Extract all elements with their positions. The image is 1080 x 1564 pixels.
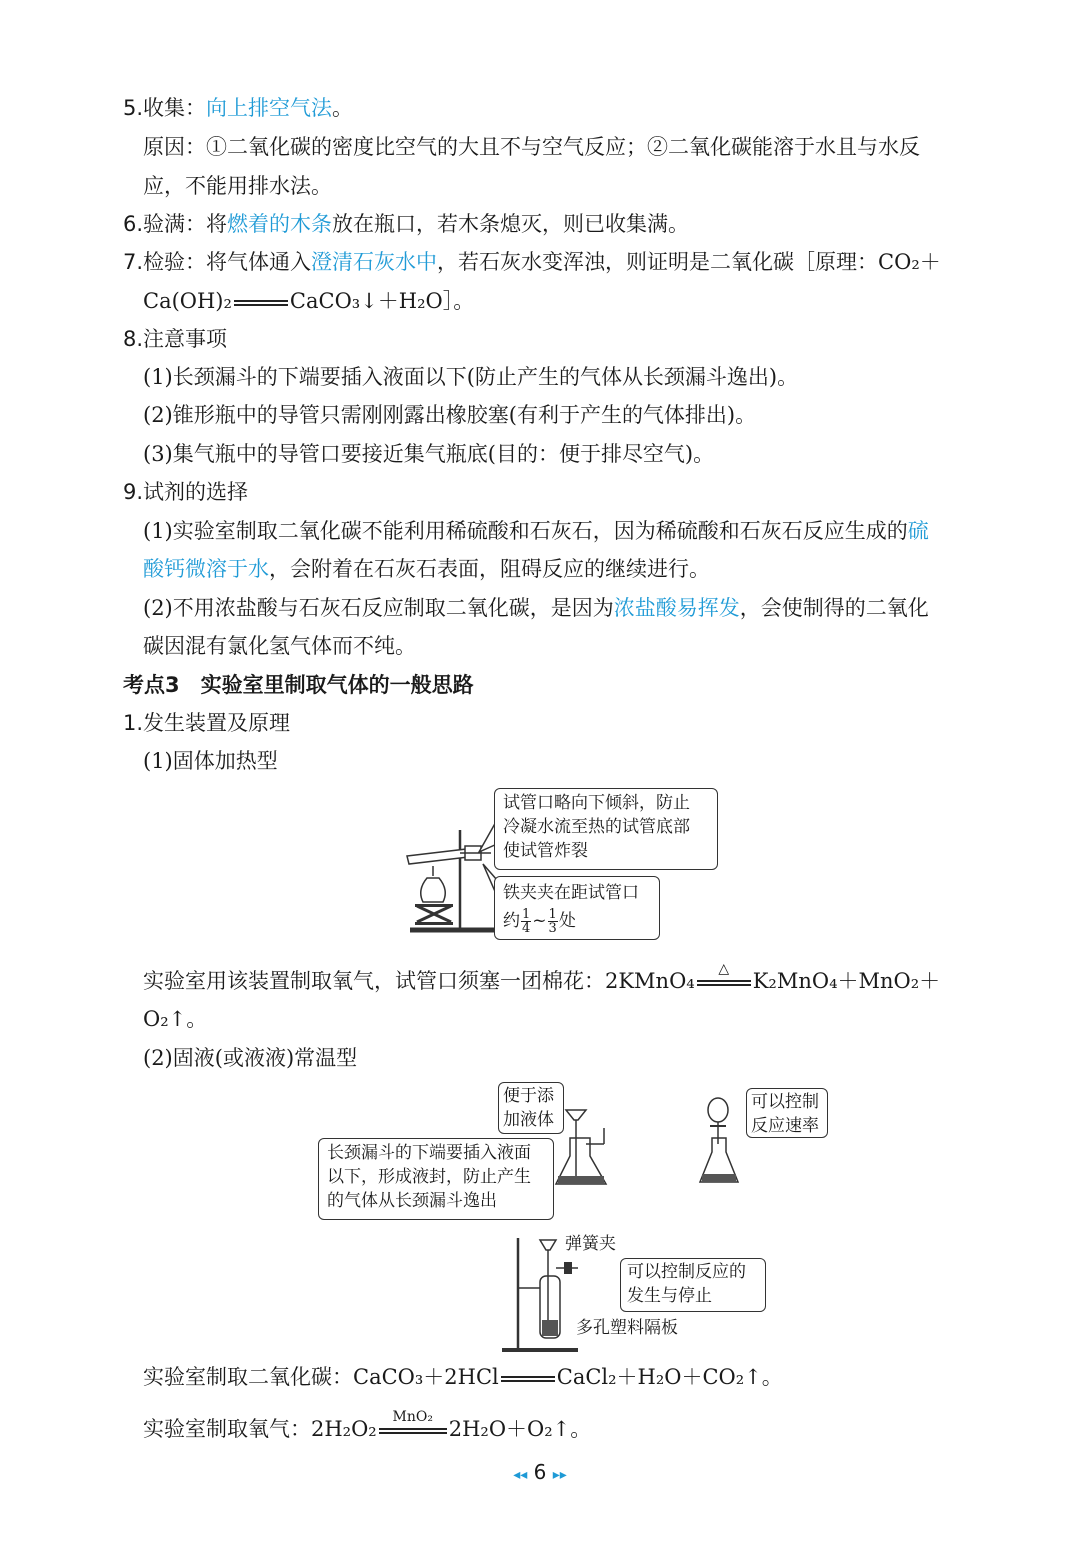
s6-line <box>123 209 689 239</box>
s9-i2-b: ，会使制得的二氧化 <box>739 596 929 620</box>
label-spring-clip: 弹簧夹 <box>565 1234 616 1254</box>
callout-line: 以下，形成液封，防止产生 <box>327 1167 531 1187</box>
s9-i2-hl: 浓盐酸易挥发 <box>613 596 740 620</box>
callout-line: 加液体 <box>503 1110 554 1130</box>
s8-title: 8.注意事项 <box>123 327 228 351</box>
s9-item1-line1 <box>143 516 929 546</box>
s5-label: 5.收集： <box>123 96 207 120</box>
s7-label: 7.检验：将气体通入 <box>123 250 312 274</box>
kp3-type1: (1)固体加热型 <box>143 749 278 773</box>
callout-line: 铁夹夹在距试管口 <box>503 883 639 903</box>
callout-line: 冷凝水流至热的试管底部 <box>503 817 690 837</box>
s9-i1-b: ，会附着在石灰石表面，阻碍反应的继续进行。 <box>269 557 710 581</box>
heat-condition: △ <box>718 961 730 977</box>
page-footer <box>0 1460 1080 1484</box>
h2o2-right: 2H₂O＋O₂↑。 <box>448 1417 592 1441</box>
equals-sign <box>499 1362 557 1392</box>
callout-line: 发生与停止 <box>627 1286 712 1306</box>
s7-answer: 澄清石灰水中 <box>311 250 438 274</box>
label-porous-plate: 多孔塑料隔板 <box>576 1318 678 1338</box>
co2-right: CaCl₂＋H₂O＋CO₂↑。 <box>556 1365 783 1389</box>
callout-line: 长颈漏斗的下端要插入液面 <box>327 1143 531 1163</box>
s5-line <box>123 93 353 123</box>
s9-i1-hl-a: 硫 <box>907 519 929 543</box>
callout-tube-tilt <box>494 788 718 870</box>
s5-reason-a: 原因：①二氧化碳的密度比空气的大且不与空气反应；②二氧化碳能溶于水且与水反 <box>143 135 920 159</box>
s9-item1-line2 <box>143 554 710 584</box>
s8-item-2: (2)锥形瓶中的导管只需刚刚露出橡胶塞(有利于产生的气体排出)。 <box>143 403 757 427</box>
callout-rate-control <box>746 1088 828 1138</box>
equals-sign <box>232 286 290 316</box>
separatory-funnel-apparatus-icon <box>696 1088 750 1188</box>
o2-equation <box>143 961 941 996</box>
page-number: 6 <box>533 1460 547 1484</box>
s9-i1-hl-b: 酸钙微溶于水 <box>143 557 269 581</box>
callout-add-liquid <box>498 1082 564 1134</box>
kp3-sub1: 1.发生装置及原理 <box>123 711 291 735</box>
co2-equation <box>143 1362 783 1392</box>
kp3-title: 考点3 实验室里制取气体的一般思路 <box>123 673 474 697</box>
frac-num: 1 <box>522 907 531 922</box>
s9-item2-line1 <box>143 593 929 623</box>
text: 处 <box>558 911 576 931</box>
s5-tail: 。 <box>332 96 354 120</box>
o2-right: K₂MnO₄＋MnO₂＋ <box>752 969 941 993</box>
equals-with-heat <box>695 961 753 996</box>
s9-i1-a: (1)实验室制取二氧化碳不能利用稀硫酸和石灰石，因为稀硫酸和石灰石反应生成的 <box>143 519 908 543</box>
co2-left: 实验室制取二氧化碳：CaCO₃＋2HCl <box>143 1365 499 1389</box>
callout-line: 的气体从长颈漏斗逸出 <box>327 1191 497 1211</box>
h2o2-left: 实验室制取氧气：2H₂O₂ <box>143 1417 377 1441</box>
s8-item-1: (1)长颈漏斗的下端要插入液面以下(防止产生的气体从长颈漏斗逸出)。 <box>143 365 799 389</box>
frac-den: 4 <box>522 921 531 936</box>
s8-item-3: (3)集气瓶中的导管口要接近集气瓶底(目的：便于排尽空气)。 <box>143 442 715 466</box>
callout-funnel-seal <box>318 1138 554 1220</box>
s6-label: 6.验满：将 <box>123 212 228 236</box>
callout-line: 使试管炸裂 <box>503 841 588 861</box>
callout-line: 便于添 <box>503 1086 554 1106</box>
kp3-type2: (2)固液(或液液)常温型 <box>143 1046 358 1070</box>
catalyst-condition: MnO₂ <box>392 1409 433 1425</box>
s7-tail: ，若石灰水变浑浊，则证明是二氧化碳［原理：CO₂＋ <box>437 250 941 274</box>
prev-arrows-icon: ◂◂ <box>513 1467 528 1483</box>
fraction-quarter <box>521 908 531 935</box>
o2-text: 实验室用该装置制取氧气，试管口须塞一团棉花：2KMnO₄ <box>143 969 695 993</box>
text: 约 <box>503 911 520 931</box>
s6-tail: 放在瓶口，若木条熄灭，则已收集满。 <box>332 212 690 236</box>
callout-line: 可以控制 <box>751 1092 819 1112</box>
callout-clamp <box>494 876 660 940</box>
callout-line: 反应速率 <box>751 1116 819 1136</box>
callout-line: 可以控制反应的 <box>627 1262 746 1282</box>
s5-reason-b: 应，不能用排水法。 <box>143 174 332 198</box>
equals-with-catalyst <box>377 1409 449 1444</box>
s5-answer: 向上排空气法 <box>206 96 333 120</box>
s9-item2-line2: 碳因混有氯化氢气体而不纯。 <box>143 634 416 658</box>
s9-title: 9.试剂的选择 <box>123 480 249 504</box>
frac-den: 3 <box>548 921 557 936</box>
callout-clamp-line2 <box>503 907 651 935</box>
s7-eq-left: Ca(OH)₂ <box>143 289 232 313</box>
s9-i2-a: (2)不用浓盐酸与石灰石反应制取二氧化碳，是因为 <box>143 596 614 620</box>
s7-line <box>123 247 941 277</box>
text: ~ <box>532 911 547 931</box>
s6-answer: 燃着的木条 <box>227 212 333 236</box>
o2-tail: O₂↑。 <box>143 1007 208 1031</box>
callout-start-stop <box>620 1258 766 1312</box>
s7-eq-right: CaCO₃↓＋H₂O］。 <box>289 289 475 313</box>
next-arrows-icon: ▸▸ <box>552 1467 567 1483</box>
callout-line: 试管口略向下倾斜，防止 <box>503 793 690 813</box>
frac-num: 1 <box>548 907 557 922</box>
fraction-third <box>548 908 558 935</box>
s7-equation <box>143 286 474 316</box>
h2o2-equation <box>143 1409 592 1444</box>
